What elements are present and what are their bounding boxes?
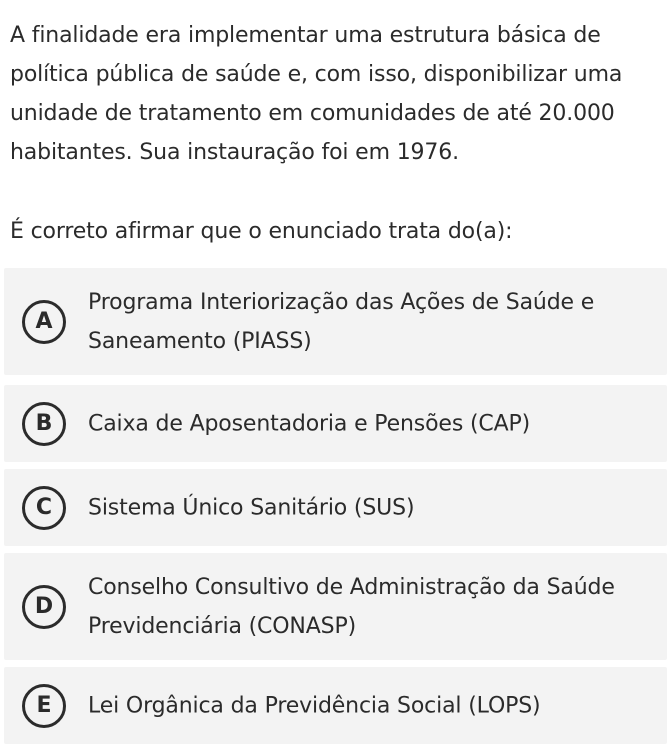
- option-text-d: Conselho Consultivo de Administração da Saúde Previdenciária (CONASP): [88, 574, 615, 639]
- option-text-a: Programa Interiorização das Ações de Saúde e Saneamento (PIASS): [88, 289, 595, 354]
- option-d[interactable]: [4, 553, 667, 660]
- option-c[interactable]: [4, 469, 667, 546]
- option-text-b: Caixa de Aposentadoria e Pensões (CAP): [88, 411, 531, 436]
- option-letter-d: D: [22, 585, 66, 629]
- option-letter-b: B: [22, 402, 66, 446]
- option-letter-e: E: [22, 684, 66, 728]
- option-b[interactable]: [4, 385, 667, 462]
- option-text-e: Lei Orgânica da Previdência Social (LOPS): [88, 693, 541, 718]
- option-letter-a: A: [22, 300, 66, 344]
- option-text-c: Sistema Único Sanitário (SUS): [88, 495, 415, 520]
- question-prompt: É correto afirmar que o enunciado trata do(a):: [10, 219, 513, 244]
- option-a[interactable]: [4, 268, 667, 375]
- option-e[interactable]: [4, 667, 667, 744]
- question-text: A finalidade era implementar uma estrutura básica de política pública de saúde e, com isso, disponibilizar uma unidade de tratamento em comunidades de até 20.000 habitantes. Sua instauração foi em 1976.: [10, 23, 623, 165]
- option-letter-c: C: [22, 486, 66, 530]
- answer-options: [4, 268, 667, 744]
